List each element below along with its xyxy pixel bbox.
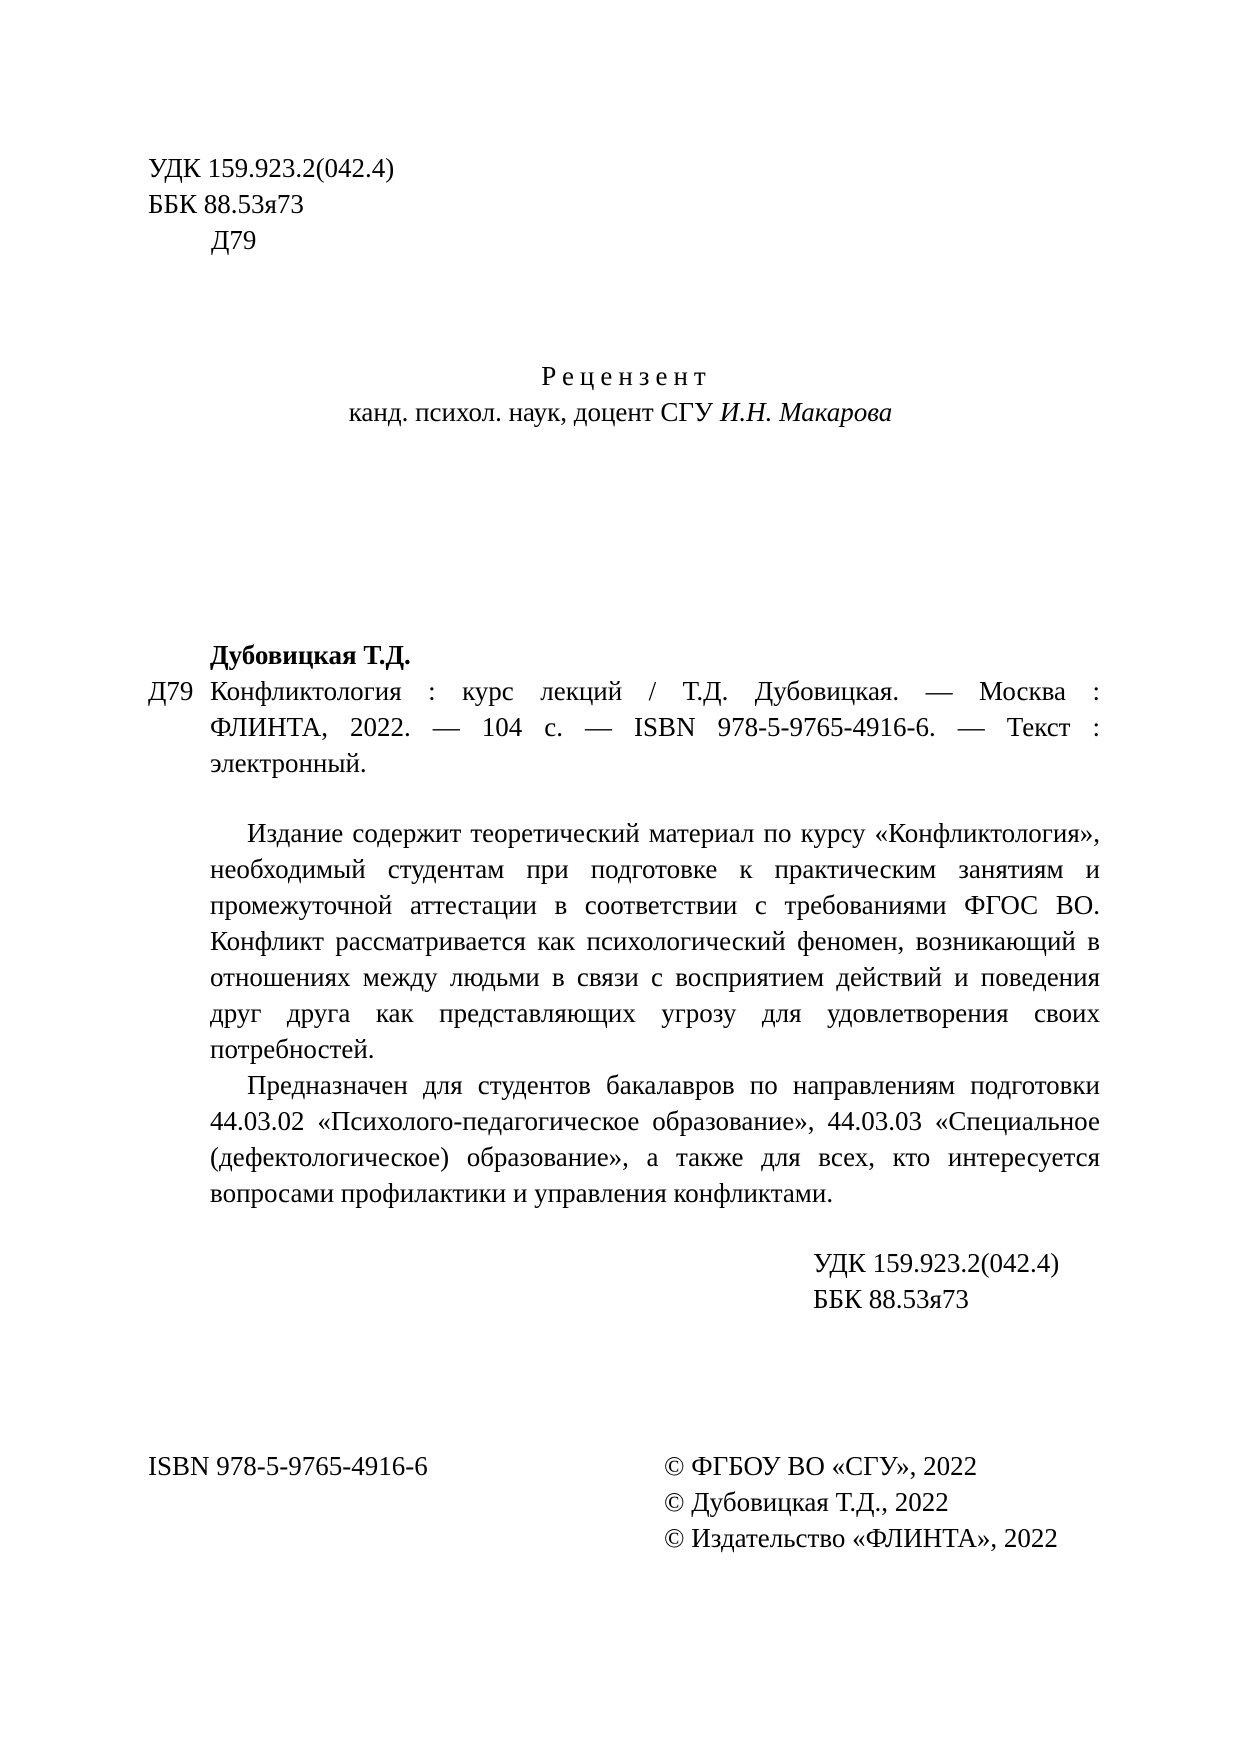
annotation-paragraph-1: Издание содержит теоретический материал по курсу «Конфликтология», необходимый студентам при подготовке к практическим занятиям и промежуточной аттестации в соответствии с требованиями ФГОС ВО. Конфликт рассматривается как психологический феномен, возникающий в отношениях между людьми в связи с восприятием действий и поведения друг друга как представляющих угрозу для удовлетворения своих потребностей. xyxy=(210,818,1100,1064)
bbk-code: ББК 88.53я73 xyxy=(148,189,304,219)
biblio-line-2: ФЛИНТА, 2022. — 104 с. — ISBN 978-5-9765-4916-6. — Текст : xyxy=(210,712,1100,742)
author-heading: Дубовицкая Т.Д. xyxy=(210,640,411,670)
reviewer-label: Рецензент xyxy=(541,361,712,391)
reviewer-name: И.Н. Макарова xyxy=(719,397,893,427)
bottom-classification-block xyxy=(813,1245,1059,1317)
biblio-line-1: Конфликтология : курс лекций / Т.Д. Дубовицкая. — Москва : xyxy=(210,676,1100,706)
top-classification-block xyxy=(148,150,394,258)
biblio-line-3: электронный. xyxy=(210,748,367,778)
isbn: ISBN 978-5-9765-4916-6 xyxy=(148,1451,428,1481)
reviewer-credentials: канд. психол. наук, доцент СГУ xyxy=(348,397,720,427)
bibliographic-description xyxy=(210,673,1100,781)
copyright-author: © Дубовицкая Т.Д., 2022 xyxy=(664,1487,949,1517)
annotation xyxy=(210,815,1100,1211)
reviewer-details xyxy=(0,394,1241,430)
copyright-publisher: © Издательство «ФЛИНТА», 2022 xyxy=(664,1523,1058,1553)
udk-code: УДК 159.923.2(042.4) xyxy=(148,153,395,183)
reviewer-block xyxy=(0,358,1241,430)
udk-code-bottom: УДК 159.923.2(042.4) xyxy=(813,1248,1060,1278)
entry-author-mark: Д79 xyxy=(148,676,194,706)
copyright-block xyxy=(664,1448,1058,1556)
author-mark: Д79 xyxy=(211,225,257,255)
copyright-university: © ФГБОУ ВО «СГУ», 2022 xyxy=(664,1451,978,1481)
annotation-paragraph-2: Предназначен для студентов бакалавров по направлениям подготовки 44.03.02 «Психолого-педагогическое образование», 44.03.03 «Специальное (дефектологическое) образование», а также для всех, кто интересуется вопросами профилактики и управления конфликтами. xyxy=(210,1070,1100,1208)
bbk-code-bottom: ББК 88.53я73 xyxy=(813,1284,969,1314)
